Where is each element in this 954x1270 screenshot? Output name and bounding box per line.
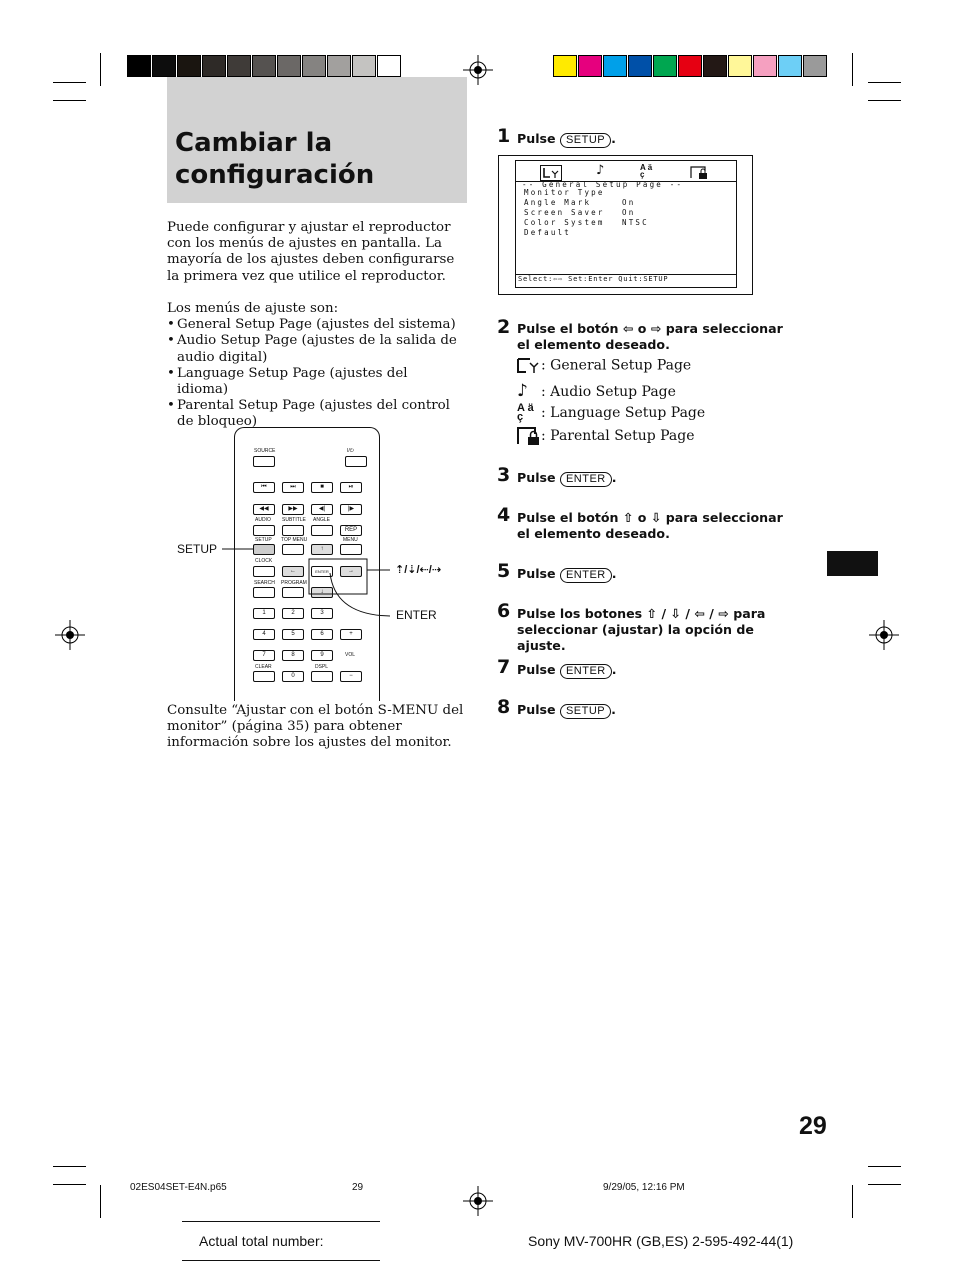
- osd-row-label: Angle Mark: [524, 198, 592, 207]
- step-number: 4: [497, 504, 511, 526]
- number-button: 3: [311, 608, 333, 619]
- remote-label: SEARCH: [254, 580, 275, 586]
- remote-label: SETUP: [255, 537, 272, 543]
- callout-lines: [220, 540, 420, 630]
- number-button: 1: [253, 608, 275, 619]
- footer-rule: [182, 1221, 380, 1222]
- step-5: [517, 566, 617, 583]
- remote-button: [253, 456, 275, 467]
- step-text: Pulse: [517, 131, 556, 146]
- step-back-icon: ◀|: [311, 504, 333, 515]
- number-button: 2: [282, 608, 304, 619]
- footer-total-label: Actual total number:: [199, 1233, 324, 1249]
- crop-mark: [100, 53, 101, 86]
- crop-mark: [852, 53, 853, 86]
- crop-mark: [53, 1184, 86, 1185]
- remote-label: PROGRAM: [281, 580, 307, 586]
- remote-button: [345, 456, 367, 467]
- osd-row-value: On: [622, 208, 636, 217]
- enter-callout: ENTER: [396, 608, 437, 622]
- remote-button: [253, 671, 275, 682]
- gray-swatch: [252, 55, 276, 77]
- remote-label: SUBTITLE: [282, 517, 306, 523]
- crop-mark: [868, 82, 901, 83]
- gray-swatch: [227, 55, 251, 77]
- remote-label: CLOCK: [255, 558, 273, 564]
- audio-setup-icon: ♪: [517, 381, 528, 401]
- footer-datetime: 9/29/05, 12:16 PM: [603, 1182, 685, 1193]
- footer-page: 29: [352, 1182, 364, 1193]
- vol-minus-icon: −: [340, 671, 362, 682]
- step-number: 5: [497, 560, 511, 582]
- rewind-icon: ◀◀: [253, 504, 275, 515]
- number-button: 5: [282, 629, 304, 640]
- color-swatch: [628, 55, 652, 77]
- general-setup-icon: [540, 165, 562, 181]
- step-text: .: [611, 131, 616, 146]
- rep-button: REP: [340, 525, 362, 536]
- footer-rule: [182, 1260, 380, 1261]
- registration-target-icon: [463, 1186, 493, 1216]
- registration-target-icon: [463, 55, 493, 85]
- crop-mark: [868, 1184, 901, 1185]
- osd-row-label: Screen Saver: [524, 208, 605, 217]
- up-arrow-icon: ↑: [311, 544, 333, 555]
- language-setup-icon: A ä ç: [640, 163, 653, 179]
- play-pause-icon: ⏯: [340, 482, 362, 493]
- color-swatch: [703, 55, 727, 77]
- gray-swatch: [352, 55, 376, 77]
- step-3: [517, 470, 617, 487]
- number-button: 6: [311, 629, 333, 640]
- legend-label: : General Setup Page: [541, 357, 692, 374]
- crop-mark: [53, 100, 86, 101]
- remote-button: [282, 525, 304, 536]
- legend-row: [517, 427, 695, 445]
- legend-label: : Audio Setup Page: [541, 384, 676, 400]
- step-text: Pulse: [517, 566, 556, 581]
- gray-swatch: [327, 55, 351, 77]
- list-item: • Audio Setup Page (ajustes de la salida de audio digital): [167, 333, 459, 365]
- step-8: [517, 702, 616, 719]
- gray-swatch: [127, 55, 151, 77]
- menus-section: [167, 301, 459, 431]
- color-swatch: [728, 55, 752, 77]
- legend-row: [517, 357, 691, 374]
- vol-plus-icon: +: [340, 629, 362, 640]
- crop-mark: [868, 100, 901, 101]
- enter-button-label: ENTER: [560, 664, 612, 679]
- remote-label: DSPL: [315, 664, 329, 670]
- remote-button: [311, 525, 333, 536]
- remote-label: I/⏻: [347, 448, 354, 454]
- step-number: 8: [497, 696, 511, 718]
- number-button: 8: [282, 650, 304, 661]
- color-swatch: [653, 55, 677, 77]
- step-text: .: [611, 702, 616, 717]
- step-4: Pulse el botón ⇧ o ⇩ para seleccionar el elemento deseado.: [517, 510, 783, 541]
- language-setup-icon: A ä ç: [517, 402, 534, 423]
- gray-swatch: [377, 55, 401, 77]
- parental-setup-icon: [690, 166, 708, 179]
- page-number: 29: [799, 1112, 827, 1140]
- intro-paragraph: Puede configurar y ajustar el reproductor con los menús de ajustes en pantalla. La mayoría de los ajustes deben configurarse la primera vez que utilice el reproductor.: [167, 220, 455, 284]
- remote-label: TOP MENU: [281, 537, 308, 543]
- step-text: Pulse: [517, 470, 556, 485]
- osd-row-label: Color System: [524, 218, 605, 227]
- down-arrow-icon: ↓: [311, 587, 333, 598]
- setup-callout: SETUP: [177, 542, 218, 556]
- color-swatch: [578, 55, 602, 77]
- title-line-2: configuración: [175, 160, 375, 190]
- step-text: Pulse: [517, 702, 556, 717]
- setup-button-label: SETUP: [560, 704, 611, 719]
- remote-label: CLEAR: [255, 664, 272, 670]
- gray-swatch: [177, 55, 201, 77]
- general-setup-icon: [517, 357, 541, 374]
- crop-mark: [852, 1185, 853, 1218]
- remote-label: AUDIO: [255, 517, 271, 523]
- color-swatch: [803, 55, 827, 77]
- gray-swatch: [152, 55, 176, 77]
- legend-row: [517, 404, 705, 422]
- footer-filename: 02ES04SET-E4N.p65: [130, 1182, 227, 1193]
- step-text: .: [611, 566, 617, 581]
- crop-mark: [100, 1185, 101, 1218]
- registration-target-icon: [869, 620, 899, 650]
- remote-label: MENU: [343, 537, 358, 543]
- remote-label: VOL: [345, 652, 356, 658]
- step-number: 3: [497, 464, 511, 486]
- step-forward-icon: |▶: [340, 504, 362, 515]
- number-button: 4: [253, 629, 275, 640]
- step-number: 2: [497, 316, 511, 338]
- legend-row: [517, 381, 676, 401]
- step-6: Pulse los botones ⇧ / ⇩ / ⇦ / ⇨ para seleccionar (ajustar) la opción de ajuste.: [517, 606, 766, 653]
- step-7: [517, 662, 617, 679]
- color-swatch: [603, 55, 627, 77]
- osd-footer: Select:⇦⇨ Set:Enter Quit:SETUP: [518, 275, 669, 283]
- list-item: • General Setup Page (ajustes del sistema): [167, 317, 459, 333]
- step-text: .: [611, 662, 617, 677]
- remote-button: [253, 525, 275, 536]
- footer-model: Sony MV-700HR (GB,ES) 2-595-492-44(1): [528, 1233, 794, 1249]
- enter-button: ENTER: [311, 566, 333, 577]
- step-number: 6: [497, 600, 511, 622]
- list-item: • Language Setup Page (ajustes del idioma): [167, 366, 459, 398]
- title-line-1: Cambiar la: [175, 128, 333, 158]
- menus-list: [167, 317, 459, 430]
- step-2: Pulse el botón ⇦ o ⇨ para seleccionar el elemento deseado.: [517, 321, 783, 352]
- gray-swatch: [277, 55, 301, 77]
- step-1: [517, 131, 616, 148]
- osd-row-value: NTSC: [622, 218, 649, 227]
- legend-label: : Parental Setup Page: [541, 428, 695, 444]
- crop-mark: [868, 1166, 901, 1167]
- enter-button-label: ENTER: [560, 568, 612, 583]
- color-swatch: [553, 55, 577, 77]
- left-arrow-icon: ←: [282, 566, 304, 577]
- number-button: 0: [282, 671, 304, 682]
- legend-label: : Language Setup Page: [541, 405, 706, 421]
- next-icon: ⏭: [282, 482, 304, 493]
- step-text: .: [611, 470, 617, 485]
- fast-forward-icon: ▶▶: [282, 504, 304, 515]
- parental-setup-icon: [517, 427, 541, 445]
- menus-heading: Los menús de ajuste son:: [167, 301, 339, 316]
- arrows-callout: ⇡/⇣/⇠/⇢: [395, 564, 442, 576]
- osd-row-label: Monitor Type: [524, 188, 605, 197]
- number-button: 9: [311, 650, 333, 661]
- osd-row-value: On: [622, 198, 636, 207]
- remote-label: SOURCE: [254, 448, 276, 454]
- setup-button-label: SETUP: [560, 133, 611, 148]
- section-tab: [827, 551, 878, 576]
- crop-mark: [53, 1166, 86, 1167]
- registration-target-icon: [55, 620, 85, 650]
- step-text: Pulse: [517, 662, 556, 677]
- prev-icon: ⏮: [253, 482, 275, 493]
- color-swatch: [678, 55, 702, 77]
- step-number: 1: [497, 125, 511, 147]
- gray-swatch: [302, 55, 326, 77]
- color-swatch: [778, 55, 802, 77]
- osd-row-label: Default: [524, 228, 572, 237]
- right-arrow-icon: →: [340, 566, 362, 577]
- remote-button: [311, 671, 333, 682]
- osd-header: -- General Setup Page --: [522, 180, 684, 189]
- note-paragraph: Consulte “Ajustar con el botón S-MENU del monitor” (página 35) para obtener información sobre los ajustes del monitor.: [167, 703, 464, 751]
- color-swatch: [753, 55, 777, 77]
- page-title: [175, 127, 374, 191]
- stop-icon: ■: [311, 482, 333, 493]
- remote-label: ANGLE: [313, 517, 330, 523]
- number-button: 7: [253, 650, 275, 661]
- list-item: • Parental Setup Page (ajustes del control de bloqueo): [167, 398, 459, 430]
- gray-swatch: [202, 55, 226, 77]
- step-number: 7: [497, 656, 511, 678]
- crop-mark: [53, 82, 86, 83]
- audio-setup-icon: ♪: [596, 163, 605, 178]
- enter-button-label: ENTER: [560, 472, 612, 487]
